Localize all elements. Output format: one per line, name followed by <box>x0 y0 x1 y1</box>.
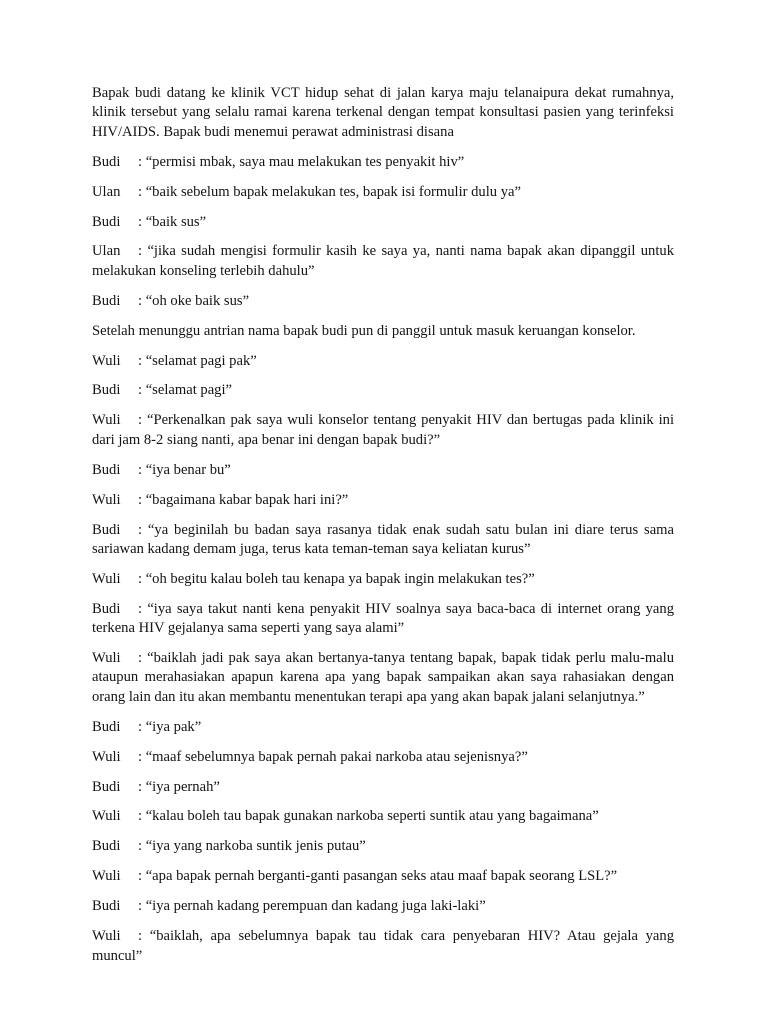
document-page <box>92 84 674 976</box>
intro-paragraph: Bapak budi datang ke klinik VCT hidup sehat di jalan karya maju telanaipura dekat rumahnya, klinik tersebut yang selalu ramai karena terkenal dengan tempat konsultasi pasien yang terinfeksi HIV/AIDS. Bapak budi menemui perawat administrasi disana <box>92 85 674 140</box>
separator: : <box>138 352 146 369</box>
dialogue-text: “iya pernah” <box>145 778 220 795</box>
speaker-name: Wuli <box>92 491 121 508</box>
dialogue-text: “apa bapak pernah berganti-ganti pasangan seks atau maaf bapak seorang LSL?” <box>145 868 618 885</box>
speaker-name: Ulan <box>92 183 121 200</box>
separator: : <box>138 570 146 587</box>
separator: : <box>138 382 146 399</box>
dialogue-line <box>92 807 674 826</box>
speaker-name: Budi <box>92 718 121 735</box>
dialogue-text: “kalau boleh tau bapak gunakan narkoba seperti suntik atau yang bagaimana” <box>145 808 599 825</box>
dialogue-line <box>92 491 674 510</box>
separator: : <box>138 213 146 230</box>
dialogue-text: “iya yang narkoba suntik jenis putau” <box>145 838 366 855</box>
speaker-name: Wuli <box>92 868 121 885</box>
dialogue-section-reception <box>92 153 674 311</box>
speaker-name: Budi <box>92 213 121 230</box>
speaker-name: Budi <box>92 461 121 478</box>
dialogue-section-counseling <box>92 352 674 966</box>
dialogue-text: “oh oke baik sus” <box>145 292 250 309</box>
dialogue-text: “iya pak” <box>145 718 202 735</box>
separator: : <box>138 153 146 170</box>
dialogue-text: “baik sus” <box>145 213 207 230</box>
dialogue-line <box>92 570 674 589</box>
dialogue-text: “permisi mbak, saya mau melakukan tes penyakit hiv” <box>145 153 465 170</box>
dialogue-text: “jika sudah mengisi formulir kasih ke saya ya, nanti nama bapak akan dipanggil untuk melakukan konseling terlebih dahulu” <box>92 243 675 279</box>
dialogue-text: “iya benar bu” <box>145 461 231 478</box>
separator: : <box>138 778 146 795</box>
separator: : <box>138 928 150 945</box>
speaker-name: Wuli <box>92 808 121 825</box>
dialogue-line <box>92 183 674 202</box>
separator: : <box>138 718 146 735</box>
dialogue-line <box>92 521 674 560</box>
dialogue-text: “iya pernah kadang perempuan dan kadang juga laki-laki” <box>145 898 486 915</box>
speaker-name: Budi <box>92 382 121 399</box>
separator: : <box>138 650 148 667</box>
separator: : <box>138 600 148 617</box>
speaker-name: Budi <box>92 292 121 309</box>
dialogue-line <box>92 213 674 232</box>
dialogue-text: “maaf sebelumnya bapak pernah pakai narkoba atau sejenisnya?” <box>145 748 528 765</box>
dialogue-text: “ya beginilah bu badan saya rasanya tidak enak sudah satu bulan ini diare terus sama sariawan kadang demam juga, terus kata teman-teman saya keliatan kurus” <box>92 521 674 557</box>
dialogue-line <box>92 381 674 400</box>
dialogue-text: “baik sebelum bapak melakukan tes, bapak isi formulir dulu ya” <box>145 183 521 200</box>
dialogue-line <box>92 867 674 886</box>
separator: : <box>138 868 146 885</box>
separator: : <box>138 838 146 855</box>
speaker-name: Wuli <box>92 412 121 429</box>
speaker-name: Wuli <box>92 928 121 945</box>
dialogue-line <box>92 292 674 311</box>
separator: : <box>138 461 146 478</box>
separator: : <box>138 183 146 200</box>
dialogue-line <box>92 649 674 707</box>
separator: : <box>138 243 148 260</box>
dialogue-text: “selamat pagi” <box>145 382 233 399</box>
transition-paragraph: Setelah menunggu antrian nama bapak budi pun di panggil untuk masuk keruangan konselor. <box>92 322 636 339</box>
speaker-name: Wuli <box>92 352 121 369</box>
speaker-name: Budi <box>92 521 121 538</box>
dialogue-line <box>92 718 674 737</box>
separator: : <box>138 748 146 765</box>
speaker-name: Budi <box>92 898 121 915</box>
dialogue-line <box>92 352 674 371</box>
dialogue-line <box>92 461 674 480</box>
separator: : <box>138 491 146 508</box>
dialogue-text: “baiklah, apa sebelumnya bapak tau tidak cara penyebaran HIV? Atau gejala yang muncul” <box>92 928 674 964</box>
dialogue-line <box>92 600 674 639</box>
dialogue-line <box>92 778 674 797</box>
dialogue-line <box>92 411 674 450</box>
speaker-name: Budi <box>92 778 121 795</box>
speaker-name: Wuli <box>92 650 121 667</box>
speaker-name: Wuli <box>92 570 121 587</box>
speaker-name: Ulan <box>92 243 121 260</box>
dialogue-text: “oh begitu kalau boleh tau kenapa ya bapak ingin melakukan tes?” <box>145 570 535 587</box>
dialogue-line <box>92 927 674 966</box>
dialogue-line <box>92 748 674 767</box>
dialogue-text: “Perkenalkan pak saya wuli konselor tentang penyakit HIV dan bertugas pada klinik ini dari jam 8-2 siang nanti, apa benar ini dengan bapak budi?” <box>92 412 675 448</box>
dialogue-line <box>92 897 674 916</box>
speaker-name: Budi <box>92 600 121 617</box>
dialogue-text: “baiklah jadi pak saya akan bertanya-tanya tentang bapak, bapak tidak perlu malu-malu ataupun merahasiakan apapun karena apa yang bapak sampaikan akan saya rahasiakan dengan orang lain dan itu akan membantu menentukan terapi apa yang akan bapak jalani selanjutnya.” <box>92 650 675 705</box>
separator: : <box>138 898 146 915</box>
separator: : <box>138 808 146 825</box>
separator: : <box>138 292 146 309</box>
speaker-name: Wuli <box>92 748 121 765</box>
separator: : <box>138 521 148 538</box>
dialogue-line <box>92 242 674 281</box>
speaker-name: Budi <box>92 153 121 170</box>
dialogue-line <box>92 837 674 856</box>
dialogue-text: “iya saya takut nanti kena penyakit HIV soalnya saya baca-baca di internet orang yang terkena HIV gejalanya sama seperti yang saya alami” <box>92 600 674 637</box>
dialogue-text: “selamat pagi pak” <box>145 352 257 369</box>
dialogue-line <box>92 153 674 172</box>
dialogue-text: “bagaimana kabar bapak hari ini?” <box>145 491 349 508</box>
speaker-name: Budi <box>92 838 121 855</box>
separator: : <box>138 412 147 429</box>
